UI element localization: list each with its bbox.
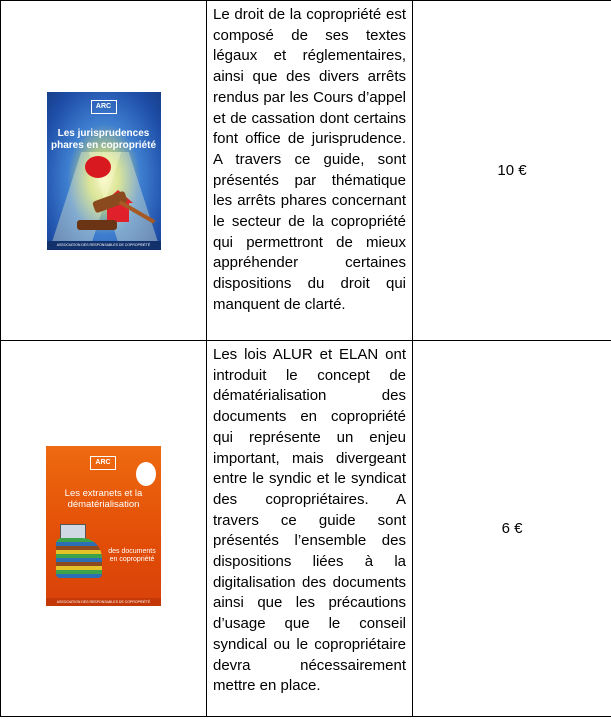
- badge-icon: [136, 462, 156, 486]
- description-cell: Les lois ALUR et ELAN ont introduit le concept de dématérialisation des documents en copropriété qui représente un enjeu important, mais divergeant entre le syndic et le syndicat des copropriétaires. A travers ce guide sont présentés l’ensemble des dispositions liées à la digitalisation des documents ainsi que les précautions d’usage que le conseil syndical ou le copropriétaire devra nécessairement mettre en place.: [207, 341, 413, 717]
- book-cover-jurisprudences: [47, 92, 161, 250]
- cover-title: Les jurisprudences phares en copropriété: [50, 127, 157, 151]
- book-cover-extranets: [46, 446, 161, 606]
- cover-footer: ASSOCIATION DES RESPONSABLES DE COPROPRIÉTÉ: [47, 241, 161, 250]
- seal-icon: [85, 156, 111, 178]
- description-cell: Le droit de la copropriété est composé de ses textes légaux et réglementaires, ainsi que des divers arrêts rendus par les Cours d’appel et de cassation dont certains font office de jurisprudence. A travers ce guide, sont présentés par thématique les arrêts phares concernant le secteur de la copropriété qui permettront de mieux appréhender certaines dispositions du droit qui manquent de clarté.: [207, 1, 413, 341]
- cover-title: Les extranets et la dématérialisation: [64, 488, 143, 510]
- table-row: [1, 341, 611, 717]
- arc-logo: ARC: [90, 456, 116, 470]
- books-stack-icon: [56, 538, 102, 578]
- cover-footer: ASSOCIATION DES RESPONSABLES DE COPROPRIÉTÉ: [46, 598, 161, 606]
- cover-subtitle: des documents en copropriété: [108, 548, 156, 563]
- price-cell: 10 €: [413, 1, 611, 341]
- arc-logo: ARC: [91, 100, 117, 114]
- cover-cell: [1, 1, 207, 341]
- gavel-base-icon: [77, 220, 117, 230]
- price-cell: 6 €: [413, 341, 611, 717]
- cover-cell: [1, 341, 207, 717]
- table-row: [1, 1, 611, 341]
